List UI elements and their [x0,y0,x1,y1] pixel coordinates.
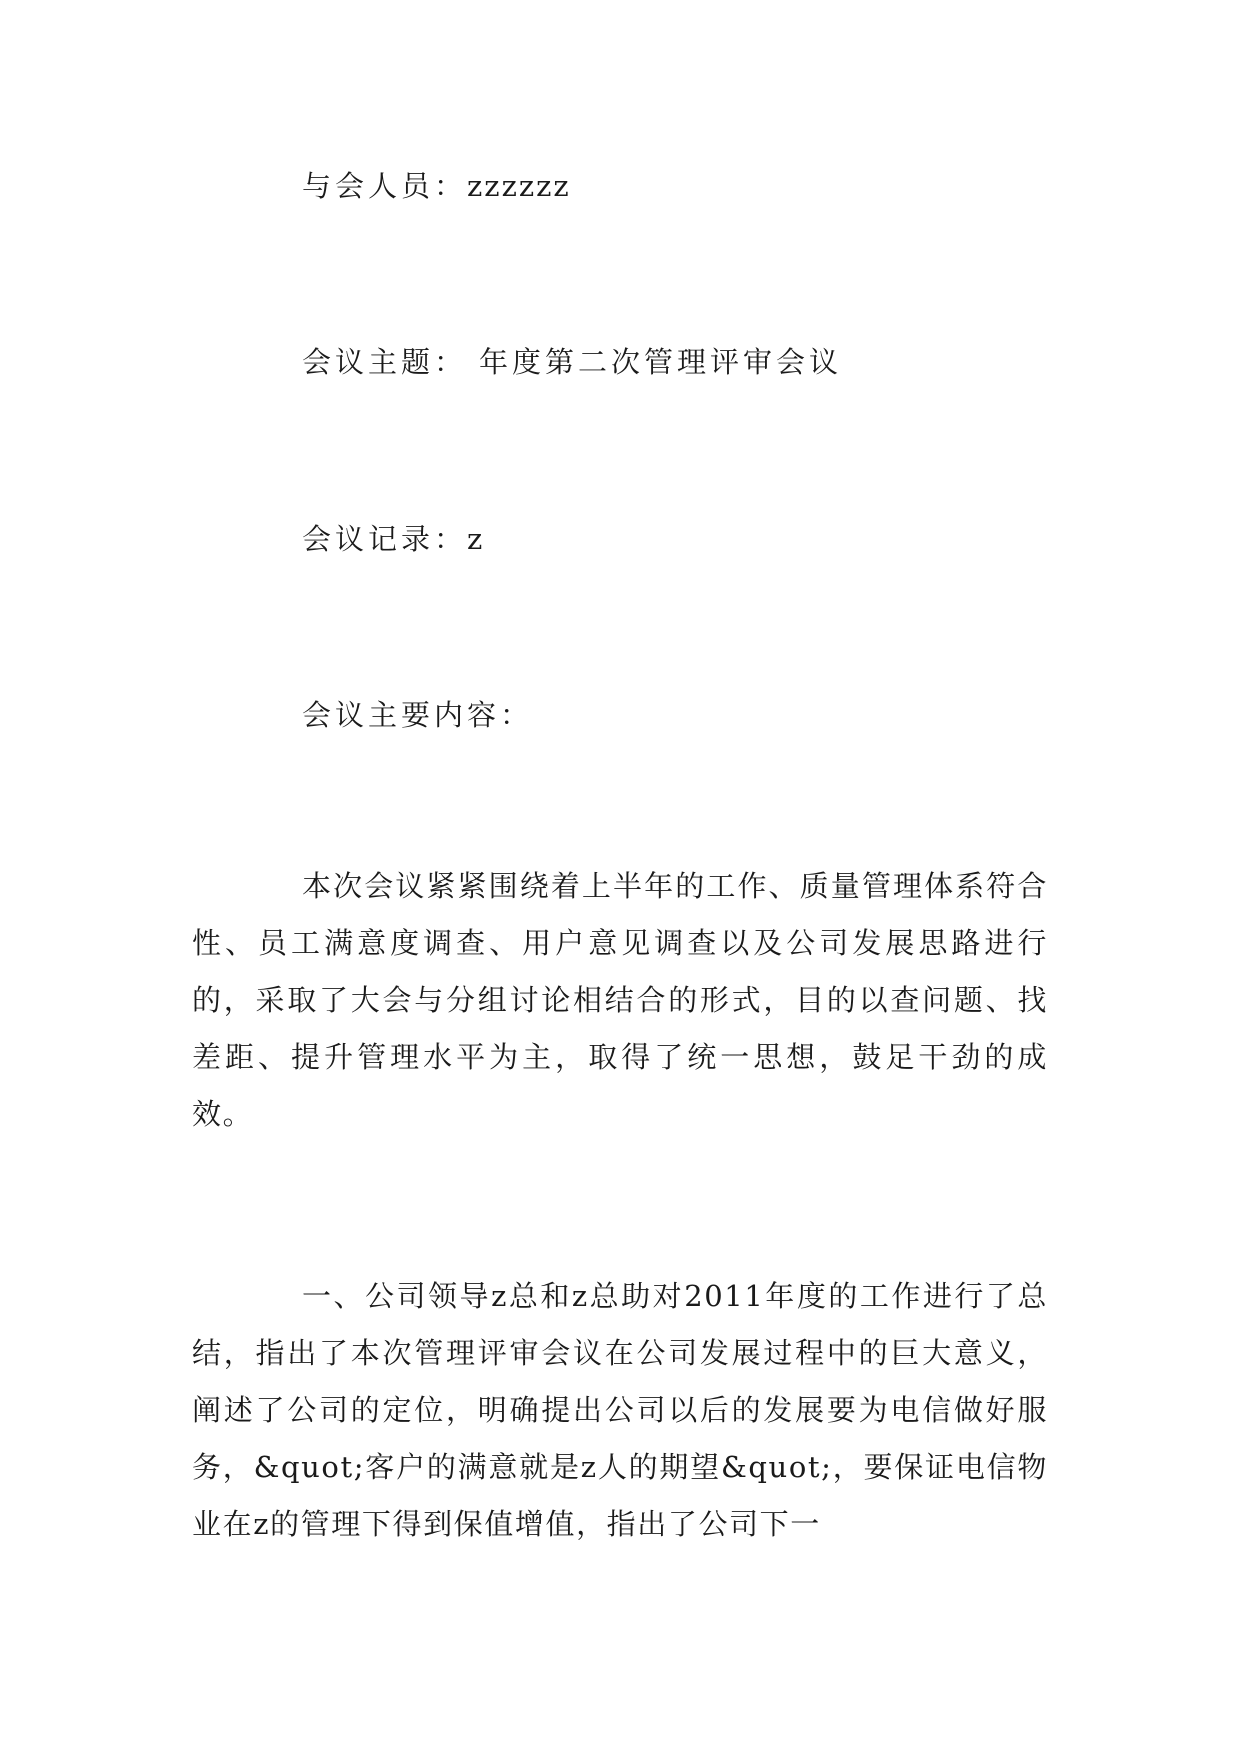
participants-line [302,166,571,206]
recorder-label: 会议记录： [302,522,468,556]
participants-label: 与会人员： [302,169,468,203]
content-heading: 会议主要内容： [302,698,534,732]
recorder-value: z [467,522,485,556]
participants-value: zzzzzz [467,169,571,203]
summary-paragraph: 本次会议紧紧围绕着上半年的工作、质量管理体系符合性、员工满意度调查、用户意见调查以及公司发展思路进行的，采取了大会与分组讨论相结合的形式，目的以查问题、找差距、提升管理水平为主，取得了统一思想，鼓足干劲的成效。 [192,869,1048,1131]
meeting-theme-value: 年度第二次管理评审会议 [479,345,843,379]
meeting-theme-line [302,342,842,382]
meeting-theme-label: 会议主题： [302,345,468,379]
section-one-paragraph: 一、公司领导z总和z总助对2011年度的工作进行了总结，指出了本次管理评审会议在公司发展过程中的巨大意义，阐述了公司的定位，明确提出公司以后的发展要为电信做好服务，&quot;客户的满意就是z人的期望&quot;，要保证电信物业在z的管理下得到保值增值，指出了公司下一 [192,1279,1048,1541]
recorder-line [302,519,484,559]
